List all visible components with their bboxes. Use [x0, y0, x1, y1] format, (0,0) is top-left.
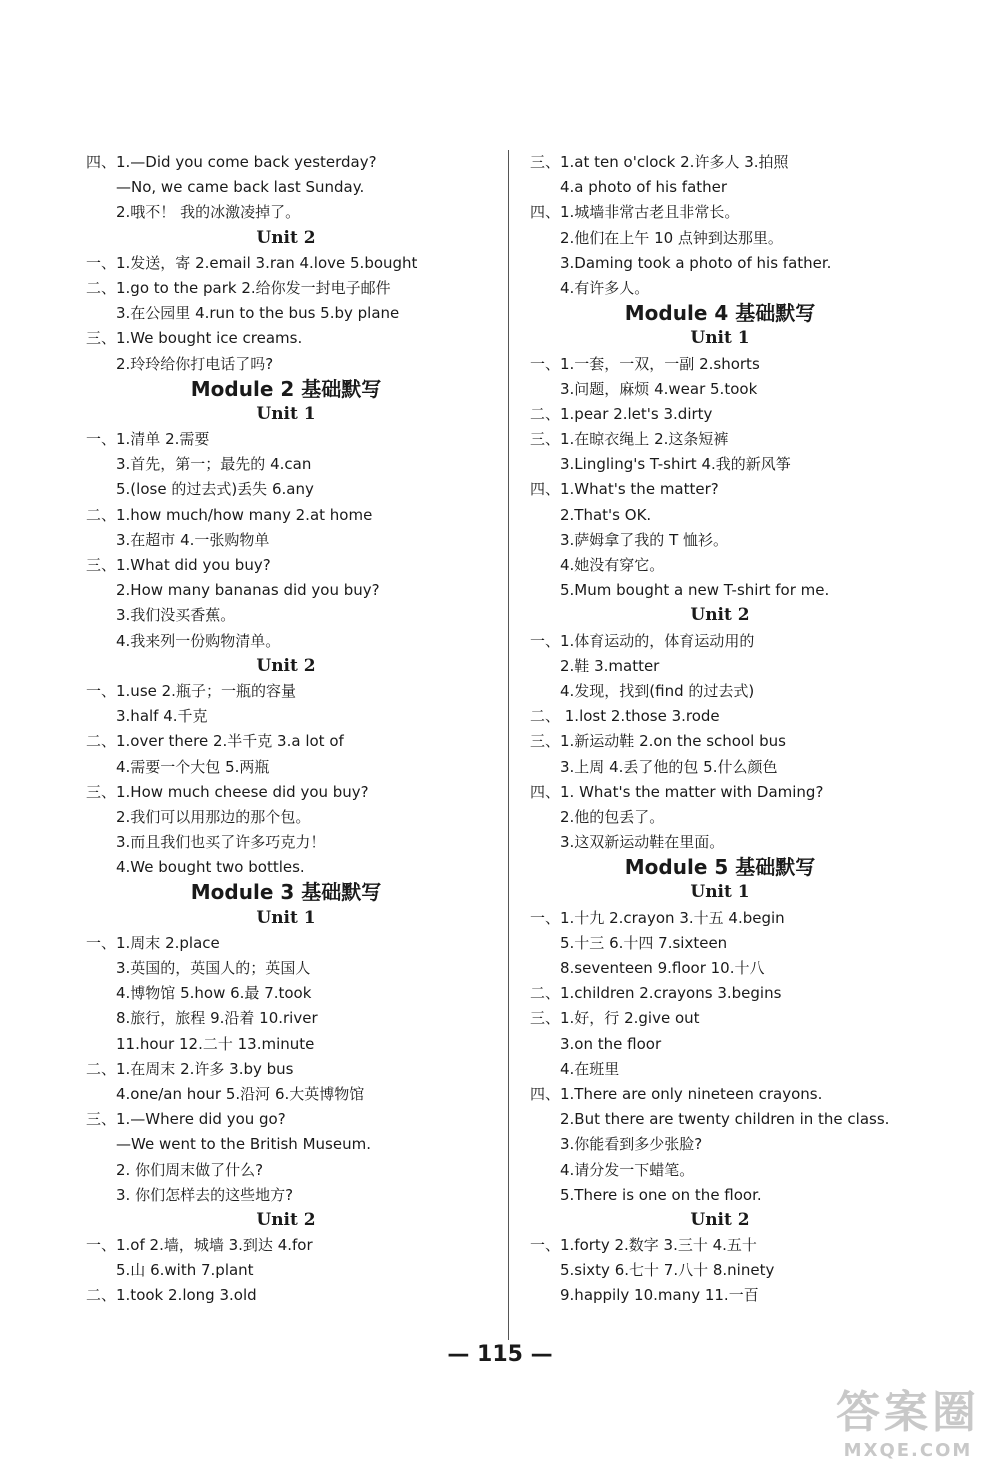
answer-subline: 2.他们在上午 10 点钟到达那里。	[560, 228, 783, 247]
answer-subline: 4.需要一个大包 5.两瓶	[116, 757, 270, 776]
answer-subline: 3.我们没买香蕉。	[116, 606, 236, 625]
answer-line: 一、1.体育运动的，体育运动用的	[530, 631, 755, 650]
answer-subline: 3.萨姆拿了我的 T 恤衫。	[560, 530, 729, 549]
answer-line: 一、1.周末 2.place	[86, 933, 220, 952]
answer-subline: 3. 你们怎样去的这些地方?	[116, 1185, 294, 1204]
answer-line: 二、1.children 2.crayons 3.begins	[530, 984, 782, 1003]
answer-subline: 3.在超市 4.一张购物单	[116, 530, 270, 549]
answer-subline: 3.Daming took a photo of his father.	[560, 253, 832, 272]
answer-line: 二、1.how much/how many 2.at home	[86, 505, 373, 524]
unit-heading: Unit 2	[690, 1209, 750, 1230]
answer-line: 三、1.at ten o'clock 2.许多人 3.拍照	[530, 153, 789, 171]
module-heading: Module 3 基础默写	[190, 880, 382, 905]
answer-subline: 5.山 6.with 7.plant	[116, 1261, 254, 1280]
answer-line: 四、1.城墙非常古老且非常长。	[530, 203, 740, 222]
answer-line: 一、1.一套，一双，一副 2.shorts	[530, 354, 760, 373]
answer-line: 一、1.清单 2.需要	[86, 430, 210, 449]
answer-subline: —We went to the British Museum.	[116, 1135, 371, 1154]
answer-subline: 3.首先，第一；最先的 4.can	[116, 455, 312, 474]
module-heading: Module 4 基础默写	[624, 301, 816, 326]
answer-line: 二、1.took 2.long 3.old	[86, 1286, 257, 1305]
column-divider	[508, 150, 509, 1340]
answer-subline: —No, we came back last Sunday.	[116, 178, 365, 197]
unit-heading: Unit 2	[256, 227, 316, 248]
answer-subline: 4.在班里	[560, 1059, 620, 1078]
answer-line: 三、1.—Where did you go?	[86, 1110, 286, 1129]
answer-line: 四、1.—Did you come back yesterday?	[86, 153, 377, 171]
unit-heading: Unit 1	[256, 403, 316, 424]
answer-line: 二、1.go to the park 2.给你发一封电子邮件	[86, 278, 391, 297]
answer-line: 四、1.There are only nineteen crayons.	[530, 1084, 823, 1103]
answer-subline: 2.That's OK.	[560, 505, 652, 524]
answer-line: 一、1.发送，寄 2.email 3.ran 4.love 5.bought	[86, 253, 418, 272]
answer-line: 三、1.新运动鞋 2.on the school bus	[530, 732, 786, 751]
answer-subline: 2. 你们周末做了什么?	[116, 1160, 264, 1179]
answer-line: 三、1.How much cheese did you buy?	[86, 782, 369, 801]
answer-subline: 2.玲玲给你打电话了吗?	[116, 354, 274, 373]
answer-subline: 3.在公园里 4.run to the bus 5.by plane	[116, 304, 400, 323]
answer-subline: 8.seventeen 9.floor 10.十八	[560, 959, 765, 977]
unit-heading: Unit 2	[256, 1209, 316, 1230]
answer-subline: 5.sixty 6.七十 7.八十 8.ninety	[560, 1261, 775, 1280]
unit-heading: Unit 1	[256, 907, 316, 928]
answer-line: 三、1.What did you buy?	[86, 556, 271, 574]
watermark-url: MXQE.COM	[843, 1440, 973, 1461]
answer-line: 二、1.pear 2.let's 3.dirty	[530, 404, 713, 423]
answer-subline: 4.请分发一下蜡笔。	[560, 1160, 695, 1179]
answer-subline: 3.而且我们也买了许多巧克力！	[116, 833, 326, 852]
watermark-logo-text: 答案圈	[836, 1387, 980, 1438]
answer-subline: 2.我们可以用那边的那个包。	[116, 807, 311, 826]
answer-line: 四、1. What's the matter with Daming?	[530, 782, 824, 801]
answer-subline: 4.a photo of his father	[560, 178, 728, 197]
answer-line: 一、1.forty 2.数字 3.三十 4.五十	[530, 1236, 757, 1255]
answer-subline: 3.这双新运动鞋在里面。	[560, 833, 725, 852]
answer-subline: 2.哦不！ 我的冰激凌掉了。	[116, 203, 301, 222]
answer-line: 二、1.over there 2.半千克 3.a lot of	[86, 732, 344, 751]
answer-subline: 2.How many bananas did you buy?	[116, 581, 380, 600]
answer-line: 一、1.十九 2.crayon 3.十五 4.begin	[530, 908, 785, 927]
answer-subline: 2.鞋 3.matter	[560, 656, 660, 675]
answer-subline: 5.There is one on the floor.	[560, 1185, 762, 1204]
answer-line: 四、1.What's the matter?	[530, 480, 719, 499]
answer-subline: 5.Mum bought a new T-shirt for me.	[560, 581, 830, 600]
unit-heading: Unit 2	[256, 655, 316, 676]
answer-subline: 3.on the floor	[560, 1034, 662, 1053]
answer-subline: 4.她没有穿它。	[560, 556, 665, 574]
answer-line: 一、1.of 2.墙，城墙 3.到达 4.for	[86, 1236, 313, 1255]
answer-subline: 4.发现，找到(find 的过去式)	[560, 681, 755, 700]
watermark	[836, 1376, 980, 1461]
answer-subline: 9.happily 10.many 11.一百	[560, 1286, 759, 1305]
answer-subline: 2.他的包丢了。	[560, 807, 665, 826]
left-column	[86, 150, 486, 1309]
answer-subline: 3.half 4.千克	[116, 707, 208, 726]
answer-line: 三、1.We bought ice creams.	[86, 329, 303, 348]
unit-heading: Unit 2	[690, 605, 750, 626]
answer-line: 二、 1.lost 2.those 3.rode	[530, 707, 720, 726]
answer-subline: 4.我来列一份购物清单。	[116, 631, 281, 650]
answer-subline: 3.你能看到多少张脸?	[560, 1135, 703, 1154]
answer-subline: 5.十三 6.十四 7.sixteen	[560, 933, 728, 952]
answer-subline: 4.one/an hour 5.沿河 6.大英博物馆	[116, 1084, 365, 1103]
answer-line: 三、1.在晾衣绳上 2.这条短裤	[530, 430, 729, 449]
answer-subline: 2.But there are twenty children in the class.	[560, 1110, 890, 1129]
page-number: — 115 —	[447, 1342, 553, 1367]
unit-heading: Unit 1	[690, 882, 750, 903]
answer-subline: 11.hour 12.二十 13.minute	[116, 1034, 315, 1053]
answer-subline: 4.We bought two bottles.	[116, 858, 305, 877]
answer-subline: 3.Lingling's T-shirt 4.我的新风筝	[560, 455, 791, 474]
answer-subline: 8.旅行，旅程 9.沿着 10.river	[116, 1009, 318, 1028]
answer-line: 三、1.好，行 2.give out	[530, 1009, 700, 1028]
answer-subline: 3.英国的，英国人的；英国人	[116, 959, 311, 977]
answer-subline: 4.博物馆 5.how 6.最 7.took	[116, 984, 312, 1003]
module-heading: Module 2 基础默写	[190, 376, 382, 401]
right-column	[530, 150, 910, 1309]
answer-line: 一、1.use 2.瓶子；一瓶的容量	[86, 681, 296, 700]
answer-subline: 4.有许多人。	[560, 278, 650, 297]
answer-subline: 3.上周 4.丢了他的包 5.什么颜色	[560, 757, 778, 776]
answer-subline: 5.(lose 的过去式)丢失 6.any	[116, 480, 314, 499]
module-heading: Module 5 基础默写	[624, 855, 816, 880]
answer-line: 二、1.在周末 2.许多 3.by bus	[86, 1059, 294, 1078]
answer-subline: 3.问题，麻烦 4.wear 5.took	[560, 379, 758, 398]
unit-heading: Unit 1	[690, 328, 750, 349]
